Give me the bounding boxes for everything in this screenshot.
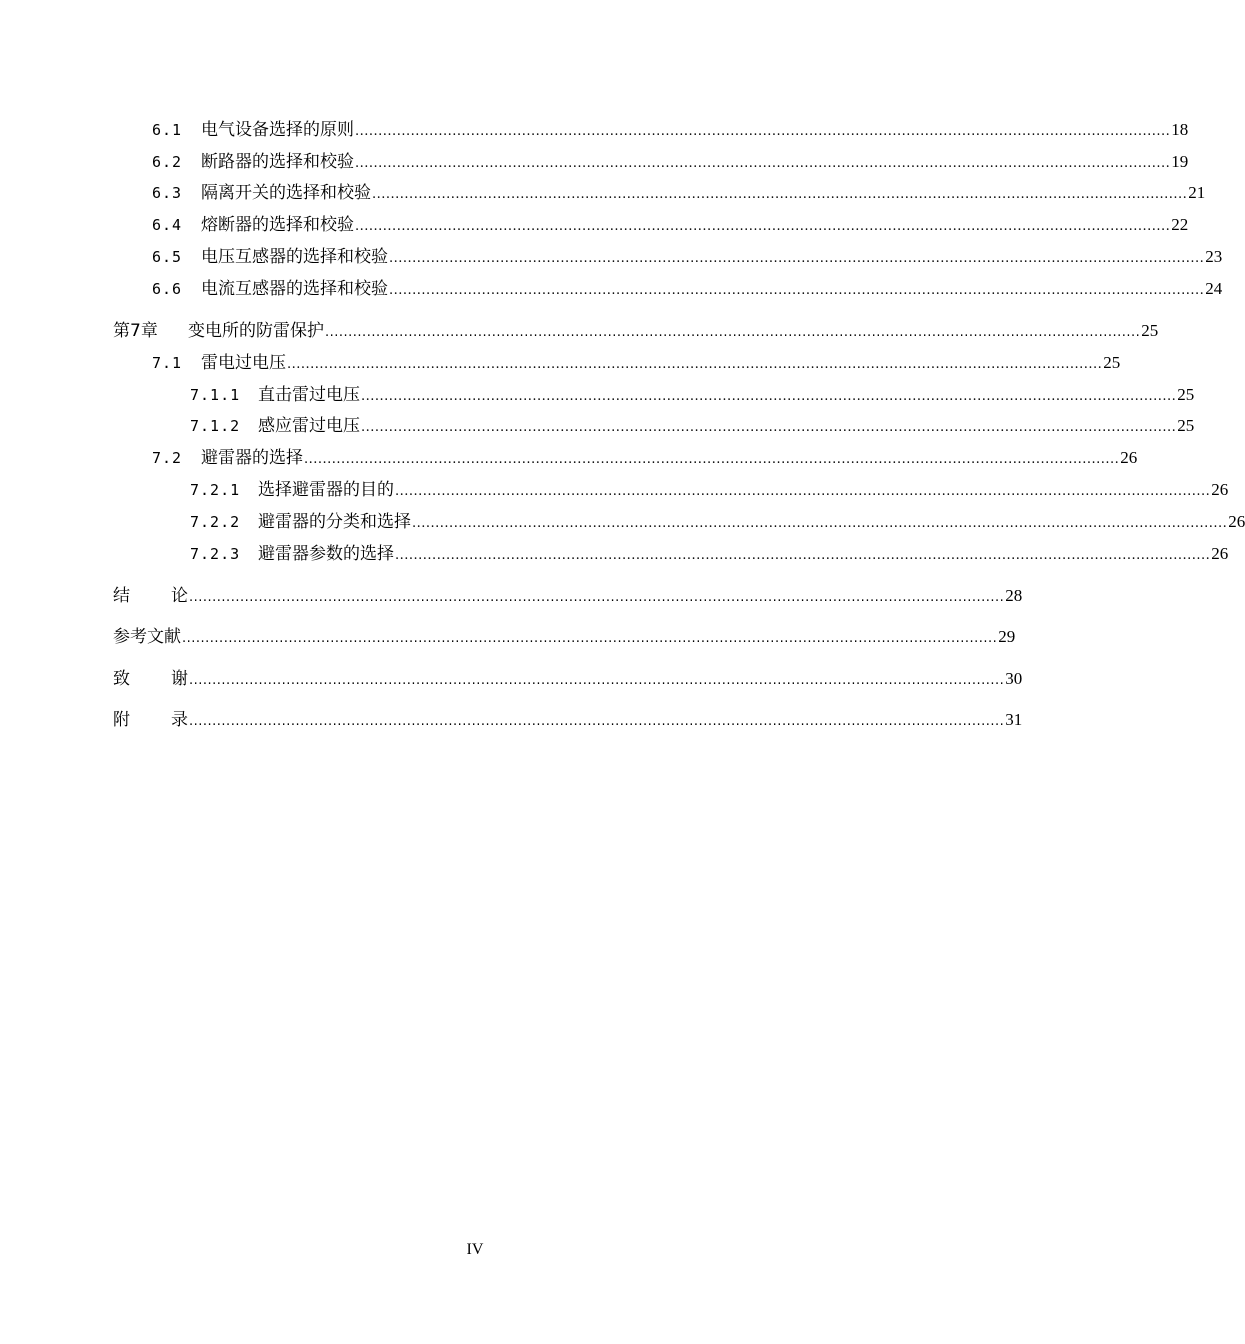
toc-entry-7-1-1[interactable] — [190, 383, 1195, 407]
dot-leader: ................................................................................................................................................................................ — [189, 590, 1005, 605]
title-char-2: 谢 — [171, 669, 188, 689]
dot-leader: ................................................................................................................................................................................ — [182, 631, 998, 646]
page-number: 30 — [1005, 669, 1023, 688]
subsection-title: 选择避雷器的目的 — [258, 480, 394, 500]
page-footer-number: IV — [466, 1241, 484, 1258]
page-number: 26 — [1120, 448, 1138, 467]
page-number: 26 — [1228, 512, 1245, 531]
subsection-number: 7.2.2 — [190, 513, 241, 531]
section-number: 6.3 — [152, 184, 183, 202]
dot-leader: ................................................................................................................................................................................ — [395, 548, 1211, 563]
title-char-2: 录 — [171, 710, 188, 730]
section-number: 6.6 — [152, 280, 183, 298]
dot-leader: ................................................................................................................................................................................ — [189, 673, 1005, 688]
page-number: 28 — [1005, 586, 1023, 605]
page-number: 25 — [1177, 385, 1195, 404]
title-char-1: 致 — [113, 669, 130, 689]
page-number: 26 — [1211, 544, 1229, 563]
page-number: 18 — [1171, 120, 1189, 139]
section-number: 7.1 — [152, 354, 183, 372]
toc-entry-7-2-2[interactable] — [190, 510, 1245, 534]
toc-entry-6-5[interactable] — [152, 245, 1223, 269]
section-number: 6.5 — [152, 248, 183, 266]
toc-entry-7-2-1[interactable] — [190, 478, 1229, 502]
toc-entry-7-1-2[interactable] — [190, 414, 1195, 438]
subsection-number: 7.1.1 — [190, 386, 241, 404]
page-number: 24 — [1205, 279, 1223, 298]
toc-entry-7-2-3[interactable] — [190, 542, 1229, 566]
section-number: 6.1 — [152, 121, 183, 139]
dot-leader: ................................................................................................................................................................................ — [389, 283, 1205, 298]
subsection-title: 避雷器的分类和选择 — [258, 512, 411, 532]
dot-leader: ................................................................................................................................................................................ — [304, 452, 1120, 467]
section-title: 电压互感器的选择和校验 — [201, 247, 388, 267]
section-title: 雷电过电压 — [201, 353, 286, 373]
toc-entry-6-3[interactable] — [152, 181, 1206, 205]
toc-entry-6-1[interactable] — [152, 118, 1189, 142]
page-number: 29 — [998, 627, 1016, 646]
section-title: 避雷器的选择 — [201, 448, 303, 468]
page-number: 19 — [1171, 152, 1189, 171]
dot-leader: ................................................................................................................................................................................ — [189, 714, 1005, 729]
toc-entry-references[interactable] — [113, 625, 1016, 649]
chapter-title: 变电所的防雷保护 — [188, 321, 324, 341]
chapter-title: 参考文献 — [113, 627, 181, 647]
section-number: 6.2 — [152, 153, 183, 171]
subsection-title: 避雷器参数的选择 — [258, 544, 394, 564]
dot-leader: ................................................................................................................................................................................ — [389, 251, 1205, 266]
dot-leader: ................................................................................................................................................................................ — [325, 325, 1141, 340]
dot-leader: ................................................................................................................................................................................ — [355, 156, 1171, 171]
section-title: 熔断器的选择和校验 — [201, 215, 354, 235]
page-number: 22 — [1171, 215, 1189, 234]
section-number: 6.4 — [152, 216, 183, 234]
dot-leader: ................................................................................................................................................................................ — [361, 420, 1177, 435]
toc-entry-7-1[interactable] — [152, 351, 1121, 375]
title-char-1: 结 — [113, 586, 130, 606]
page-number: 23 — [1205, 247, 1223, 266]
title-char-2: 论 — [171, 586, 188, 606]
chapter-number: 第7章 — [113, 321, 158, 341]
toc-entry-6-6[interactable] — [152, 277, 1223, 301]
dot-leader: ................................................................................................................................................................................ — [355, 219, 1171, 234]
subsection-title: 感应雷过电压 — [258, 416, 360, 436]
toc-entry-6-4[interactable] — [152, 213, 1189, 237]
page-number: 31 — [1005, 710, 1023, 729]
dot-leader: ................................................................................................................................................................................ — [355, 124, 1171, 139]
page-number: 25 — [1103, 353, 1121, 372]
dot-leader: ................................................................................................................................................................................ — [395, 484, 1211, 499]
page-number: 25 — [1141, 321, 1159, 340]
title-char-1: 附 — [113, 710, 130, 730]
subsection-number: 7.1.2 — [190, 417, 241, 435]
section-title: 隔离开关的选择和校验 — [201, 183, 371, 203]
dot-leader: ................................................................................................................................................................................ — [287, 357, 1103, 372]
toc-entry-7-2[interactable] — [152, 446, 1138, 470]
chapter-title — [113, 584, 188, 608]
toc-entry-appendix[interactable] — [113, 708, 1023, 732]
subsection-title: 直击雷过电压 — [258, 385, 360, 405]
subsection-number: 7.2.3 — [190, 545, 241, 563]
toc-entry-chapter-7[interactable] — [113, 319, 1159, 343]
chapter-title — [113, 667, 188, 691]
chapter-title — [113, 708, 188, 732]
dot-leader: ................................................................................................................................................................................ — [412, 516, 1228, 531]
section-title: 断路器的选择和校验 — [201, 152, 354, 172]
section-title: 电流互感器的选择和校验 — [201, 279, 388, 299]
subsection-number: 7.2.1 — [190, 481, 241, 499]
toc-entry-6-2[interactable] — [152, 150, 1189, 174]
page-number: 21 — [1188, 183, 1206, 202]
section-number: 7.2 — [152, 449, 183, 467]
toc-entry-conclusion[interactable] — [113, 584, 1023, 608]
dot-leader: ................................................................................................................................................................................ — [361, 389, 1177, 404]
page-number: 26 — [1211, 480, 1229, 499]
section-title: 电气设备选择的原则 — [201, 120, 354, 140]
page-number: 25 — [1177, 416, 1195, 435]
dot-leader: ................................................................................................................................................................................ — [372, 187, 1188, 202]
toc-entry-acknowledgements[interactable] — [113, 667, 1023, 691]
